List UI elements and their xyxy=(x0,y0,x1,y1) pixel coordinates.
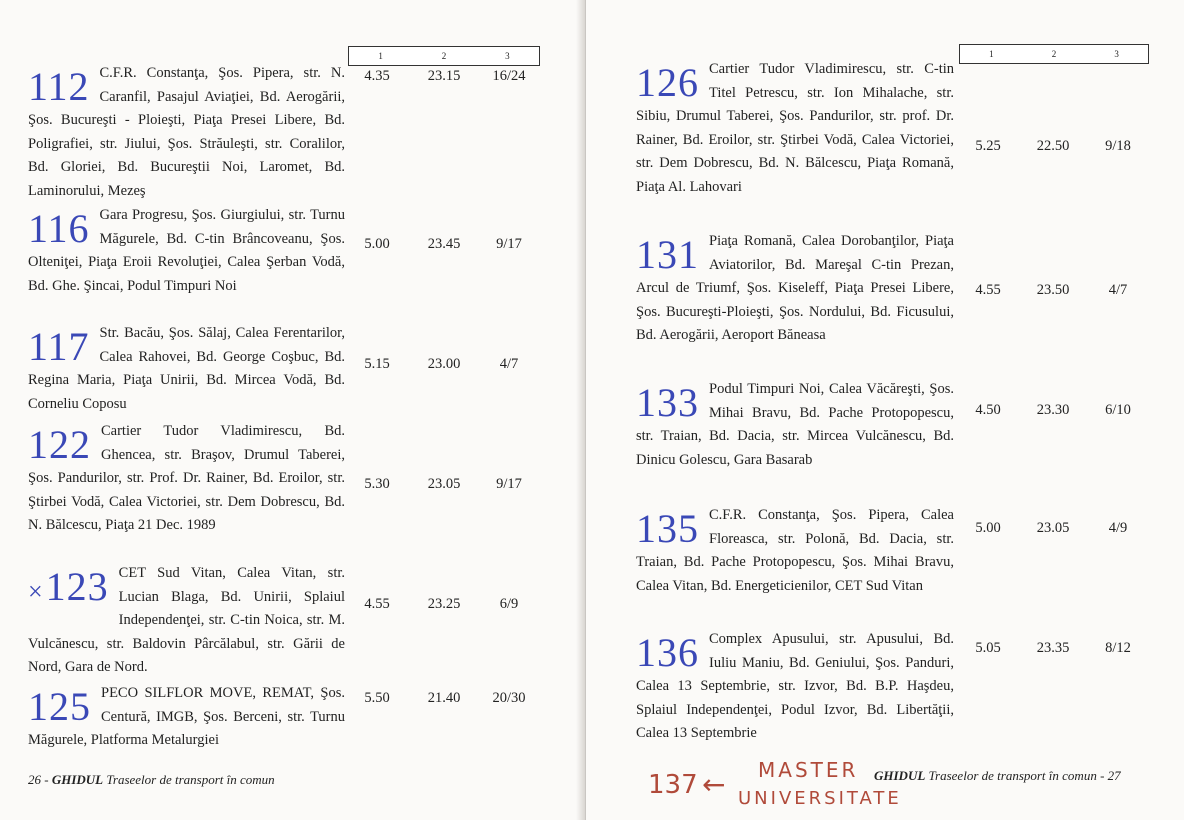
handwritten-line1: MASTER xyxy=(758,758,859,782)
route-stops: Cartier Tudor Vladimirescu, Bd. Ghencea, str. Braşov, Drumul Taberei, Şos. Pandurilor, str. Prof. Dr. Rainer, Bd. Eroilor, str. Ştirbei Vodă, Calea Victoriei, str. Dem Dobrescu, Bd. N. Bălcescu, Piaţa 21 Dec. 1989 xyxy=(28,423,345,533)
route-value-col3: 6/9 xyxy=(499,596,519,612)
route-value-col2: 21.40 xyxy=(427,690,461,706)
route-number: 112 xyxy=(28,64,90,109)
route-entry xyxy=(636,230,954,348)
route-entry xyxy=(28,420,345,538)
route-value-col3: 8/12 xyxy=(1105,640,1131,656)
route-number: 135 xyxy=(636,506,699,551)
footer-subtitle: Traseelor de transport în comun xyxy=(103,772,275,787)
page-footer xyxy=(874,768,1121,784)
route-number: 133 xyxy=(636,380,699,425)
route-value-col3: 4/7 xyxy=(499,356,519,372)
route-value-col1: 5.00 xyxy=(364,236,390,252)
route-value-col2: 23.50 xyxy=(1036,282,1070,298)
route-entry xyxy=(636,58,954,199)
right-page xyxy=(586,0,1184,820)
route-value-col1: 5.15 xyxy=(364,356,390,372)
route-number xyxy=(28,564,109,611)
handwritten-line2: UNIVERSITATE xyxy=(738,788,902,809)
route-value-col2: 23.00 xyxy=(427,356,461,372)
route-value-col2: 23.05 xyxy=(427,476,461,492)
route-stops: Gara Progresu, Şos. Giurgiului, str. Turnu Măgurele, Bd. C-tin Brâncoveanu, Şos. Olteniţei, Piaţa Eroii Revoluţiei, Calea Şerban Vodă, Bd. Ghe. Şincai, Podul Timpuri Noi xyxy=(28,207,345,294)
route-stops: CET Sud Vitan, Calea Vitan, str. Lucian Blaga, Bd. Unirii, Splaiul Independenţei, str. C-tin Noica, str. M. Vulcănescu, str. Baldovin Pârcălabul, str. Gării de Nord, Gara de Nord. xyxy=(28,565,345,675)
route-stops: Piaţa Romană, Calea Dorobanţilor, Piaţa Aviatorilor, Bd. Mareşal C-tin Prezan, Arcul de Triumf, Şos. Kiseleff, Piaţa Presei Libere, Şos. Bucureşti-Ploieşti, Şos. Nordului, Bd. Ficusului, Bd. Aerogării, Aeroport Băneasa xyxy=(636,233,954,343)
route-number-value: 123 xyxy=(45,564,109,609)
route-value-col1: 5.25 xyxy=(975,138,1001,154)
column-header-3: 3 xyxy=(1114,49,1119,59)
route-value-col2: 23.45 xyxy=(427,236,461,252)
column-header-1: 1 xyxy=(378,51,383,61)
route-value-col1: 4.50 xyxy=(975,402,1001,418)
route-value-col1: 5.05 xyxy=(975,640,1001,656)
route-value-col1: 4.55 xyxy=(975,282,1001,298)
route-entry xyxy=(636,378,954,472)
route-value-col2: 22.50 xyxy=(1036,138,1070,154)
route-value-col3: 6/10 xyxy=(1105,402,1131,418)
route-stops: Str. Bacău, Şos. Sălaj, Calea Ferentarilor, Calea Rahovei, Bd. George Coşbuc, Bd. Regina Maria, Piaţa Unirii, Bd. Mircea Vodă, Bd. Corneliu Coposu xyxy=(28,325,345,412)
route-value-col1: 5.50 xyxy=(364,690,390,706)
route-stops: Complex Apusului, str. Apusului, Bd. Iuliu Maniu, Bd. Geniului, Şos. Panduri, Calea 13 Septembrie, str. Izvor, Bd. B.P. Haşdeu, Splaiul Independenţei, Podul Izvor, Bd. Libertăţii, Calea 13 Septembrie xyxy=(636,631,954,741)
route-value-col2: 23.25 xyxy=(427,596,461,612)
route-value-col3: 4/9 xyxy=(1108,520,1128,536)
route-entry xyxy=(636,504,954,598)
footer-separator: - xyxy=(41,772,52,787)
column-header-2: 2 xyxy=(441,51,447,61)
route-value-col2: 23.30 xyxy=(1036,402,1070,418)
route-number: 117 xyxy=(28,324,90,369)
route-number: 136 xyxy=(636,630,699,675)
column-header xyxy=(348,46,540,66)
route-value-col2: 23.35 xyxy=(1036,640,1070,656)
column-header-1: 1 xyxy=(989,49,994,59)
route-entry xyxy=(28,682,345,753)
route-value-col3: 9/17 xyxy=(496,236,522,252)
route-entry xyxy=(28,204,345,298)
route-value-col3: 9/18 xyxy=(1105,138,1131,154)
column-header xyxy=(959,44,1149,64)
route-entry xyxy=(28,62,345,203)
route-value-col1: 5.00 xyxy=(975,520,1001,536)
route-entry xyxy=(28,562,345,680)
route-stops: PECO SILFLOR MOVE, REMAT, Şos. Centură, IMGB, Şos. Berceni, str. Turnu Măgurele, Platforma Metalurgiei xyxy=(28,685,345,748)
route-value-col2: 23.05 xyxy=(1036,520,1070,536)
route-value-col3: 4/7 xyxy=(1108,282,1128,298)
handwritten-x-mark: × xyxy=(28,577,44,606)
route-value-col3: 16/24 xyxy=(492,68,526,84)
route-stops: Podul Timpuri Noi, Calea Văcăreşti, Şos. Mihai Bravu, Bd. Pache Protopopescu, str. Traian, Bd. Dacia, str. Mircea Vulcănescu, Bd. Dinicu Golescu, Gara Basarab xyxy=(636,381,954,468)
route-value-col3: 20/30 xyxy=(492,690,526,706)
route-number: 131 xyxy=(636,232,699,277)
route-value-col2: 23.15 xyxy=(427,68,461,84)
page-footer xyxy=(28,772,275,788)
route-stops: C.F.R. Constanţa, Şos. Pipera, Calea Floreasca, str. Polonă, Bd. Dacia, str. Traian, Bd. Pache Protopopescu, Şos. Mihai Bravu, Calea Vitan, Bd. Energeticienilor, CET Sud Vitan xyxy=(636,507,954,594)
route-number: 125 xyxy=(28,684,91,729)
page-number: 27 xyxy=(1107,768,1121,783)
route-number: 116 xyxy=(28,206,90,251)
route-entry xyxy=(636,628,954,746)
handwritten-number: 137 xyxy=(648,770,698,800)
route-entry xyxy=(28,322,345,416)
column-header-2: 2 xyxy=(1051,49,1057,59)
footer-subtitle: Traseelor de transport în comun xyxy=(925,768,1097,783)
route-value-col3: 9/17 xyxy=(496,476,522,492)
page-number: 26 xyxy=(28,772,41,787)
left-page xyxy=(0,0,586,820)
footer-separator: - xyxy=(1096,768,1108,783)
route-stops: C.F.R. Constanţa, Şos. Pipera, str. N. Caranfil, Pasajul Aviaţiei, Bd. Aerogării, Şos. Bucureşti - Ploieşti, Piaţa Presei Libere, Bd. Poligrafiei, str. Jiului, Şos. Străuleşti, str. Coralilor, Bd. Gloriei, Bd. Bucureştii Noi, Laromet, Bd. Laminorului, Mezeş xyxy=(28,65,345,199)
route-number: 122 xyxy=(28,422,91,467)
route-value-col1: 5.30 xyxy=(364,476,390,492)
route-stops: Cartier Tudor Vladimirescu, str. C-tin Titel Petrescu, str. Ion Mihalache, str. Sibiu, Drumul Taberei, Şos. Pandurilor, str. prof. Dr. Rainer, Bd. Eroilor, str. Ştirbei Vodă, Calea Victoriei, str. Dem Dobrescu, Bd. N. Bălcescu, Piaţa Romană, Piaţa Al. Lahovari xyxy=(636,61,954,195)
route-value-col1: 4.55 xyxy=(364,596,390,612)
route-number: 126 xyxy=(636,60,699,105)
handwritten-arrow: ← xyxy=(702,768,729,801)
footer-brand: GHIDUL xyxy=(874,768,926,783)
footer-brand: GHIDUL xyxy=(51,772,104,787)
column-header-3: 3 xyxy=(505,51,510,61)
route-value-col1: 4.35 xyxy=(364,68,390,84)
